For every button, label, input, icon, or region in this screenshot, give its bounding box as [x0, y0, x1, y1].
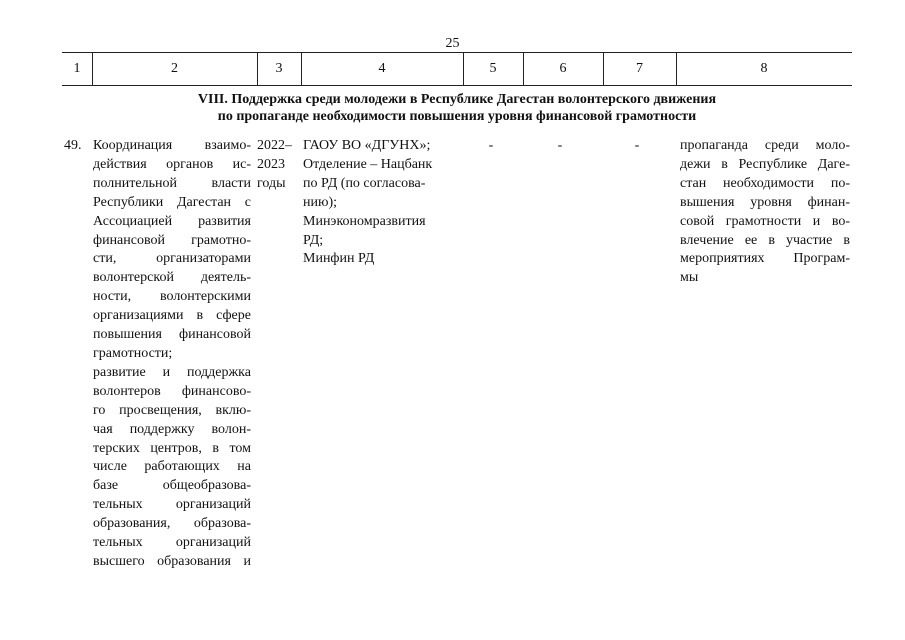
content-line: сти, организаторами — [93, 251, 251, 267]
result-line: вышения уровня финан- — [680, 194, 850, 210]
column-header-7: 7 — [636, 61, 643, 76]
column-header-6: 6 — [559, 61, 567, 76]
responsible-line: Минфин РД — [303, 251, 375, 267]
column-header-3: 3 — [275, 61, 283, 76]
content-line: базе общеобразова- — [93, 478, 251, 494]
content-line: высшего образования и — [93, 553, 251, 569]
implementation-term — [257, 137, 299, 194]
content-line: го просвещения, вклю- — [93, 402, 251, 418]
activity-content — [93, 137, 251, 572]
content-line: действия органов ис- — [93, 156, 251, 172]
content-line: грамотности; — [93, 345, 173, 361]
responsible-line: ГАОУ ВО «ДГУНХ»; — [303, 138, 431, 153]
expected-result — [680, 137, 850, 288]
responsible-line: Отделение – Нацбанк — [303, 156, 433, 172]
content-line: организациями в сфере — [93, 308, 251, 324]
section-title — [62, 91, 852, 125]
content-line: полнительной власти — [93, 175, 251, 191]
responsible-executors — [303, 137, 463, 269]
content-line: финансовой грамотно- — [93, 232, 251, 248]
column-header-5: 5 — [489, 61, 497, 76]
content-line: волонтерской деятель- — [93, 270, 251, 286]
column-header-2: 2 — [171, 61, 178, 76]
responsible-line: по РД (по согласова- — [303, 175, 426, 191]
result-line: мы — [680, 270, 699, 286]
term-line: 2022– — [257, 138, 292, 153]
column-header-1: 1 — [73, 61, 81, 76]
content-line: ности, волонтерскими — [93, 289, 251, 305]
result-line: мероприятиях Програм- — [680, 251, 850, 267]
content-line: Ассоциацией развития — [93, 213, 251, 229]
col6-dash: - — [557, 138, 563, 153]
content-line: Республики Дагестан с — [93, 194, 251, 210]
content-line: тельных организаций — [93, 497, 251, 513]
result-line: пропаганда среди моло- — [680, 138, 850, 153]
result-line: дежи в Республике Даге- — [680, 156, 850, 172]
content-line: чая поддержку волон- — [93, 421, 251, 437]
content-line: повышения финансовой — [93, 327, 251, 343]
result-line: стан необходимости по- — [680, 175, 850, 191]
result-line: совой грамотности и во- — [680, 213, 850, 229]
content-line: волонтеров финансово- — [93, 383, 251, 399]
content-line: тельных организаций — [93, 535, 251, 551]
col7-dash: - — [634, 138, 640, 153]
responsible-line: РД; — [303, 232, 324, 248]
content-line: числе работающих на — [93, 459, 251, 475]
column-header-8: 8 — [760, 61, 768, 76]
page-number: 25 — [445, 36, 460, 51]
section-title-line: по пропаганде необходимости повышения уровня финансовой грамотности — [217, 109, 697, 124]
col5-dash: - — [488, 138, 494, 153]
term-line: годы — [257, 175, 286, 191]
table-header-row — [62, 52, 852, 86]
content-line: образования, образова- — [93, 516, 251, 532]
section-title-line: VIII. Поддержка среди молодежи в Республике Дагестан волонтерского движения — [197, 92, 717, 107]
content-line: Координация взаимо- — [93, 138, 251, 153]
responsible-line: нию); — [303, 194, 337, 210]
content-line: развитие и поддержка — [93, 364, 251, 380]
responsible-line: Минэкономразвития — [303, 213, 426, 229]
result-line: влечение ее в участие в — [680, 232, 850, 248]
column-header-4: 4 — [378, 61, 386, 76]
row-number: 49. — [64, 138, 82, 153]
content-line: терских центров, в том — [93, 440, 251, 456]
term-line: 2023 — [257, 156, 285, 172]
